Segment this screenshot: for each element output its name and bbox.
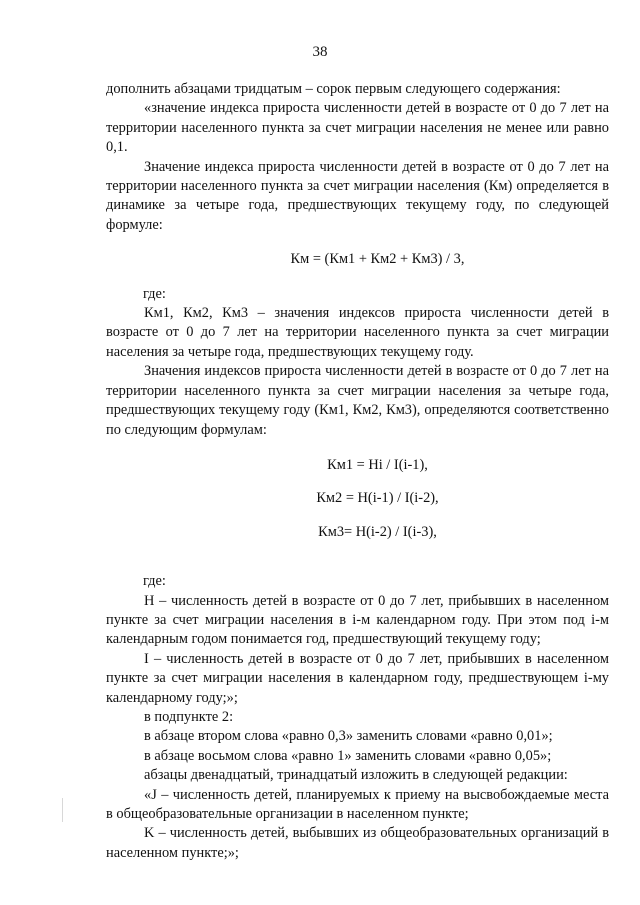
paragraph-eighth-abzac: в абзаце восьмом слова «равно 1» заменить словами «равно 0,05»; <box>144 747 552 764</box>
paragraph-j-definition: «J – численность детей, планируемых к приему на высвобождаемые места в общеобразовательные организации в населенном пункте; <box>106 786 609 822</box>
where-label-2: где: <box>143 573 166 590</box>
paragraph-index-value: «значение индекса прироста численности детей в возрасте от 0 до 7 лет на территории населенного пункта за счет миграции населения не менее или равно 0,1. <box>106 100 609 156</box>
paragraph-indices-formulas: Значения индексов прироста численности детей в возрасте от 0 до 7 лет на территории населенного пункта за счет миграции населения за четыре года, предшествующих текущему году (Км1, Км2, Км3), определяются соответственно по следующим формулам: <box>106 363 609 438</box>
paragraph-second-abzac: в абзаце втором слова «равно 0,3» заменить словами «равно 0,01»; <box>144 728 553 745</box>
paragraph-h-definition: H – численность детей в возрасте от 0 до 7 лет, прибывших в населенном пункте за счет миграции населения в i-м календарном году. При этом под i-м календарным годом понимается год, предшествующий текущему году; <box>106 592 609 648</box>
margin-mark <box>62 798 63 822</box>
document-body <box>106 80 609 863</box>
paragraph-index-definition: Значение индекса прироста численности детей в возрасте от 0 до 7 лет на территории населенного пункта за счет миграции населения (Км) определяется в динамике за четыре года, предшествующих текущему году, по следующей формуле: <box>106 158 609 233</box>
paragraph-k-definition: K – численность детей, выбывших из общеобразовательных организаций в населенном пункте;»; <box>106 825 609 861</box>
formula-main: Км = (Км1 + Км2 + Км3) / 3, <box>290 251 465 268</box>
formula-km3: Км3= H(i-2) / I(i-3), <box>318 523 437 540</box>
paragraph-intro: дополнить абзацами тридцатым – сорок первым следующего содержания: <box>106 81 561 97</box>
paragraph-indices-meaning: Км1, Км2, Км3 – значения индексов прироста численности детей в возрасте от 0 до 7 лет на территории населенного пункта за счет миграции населения за четыре года, предшествующих текущему году. <box>106 305 609 360</box>
paragraph-subpoint-2: в подпункте 2: <box>144 708 234 725</box>
page-number: 38 <box>312 44 328 60</box>
paragraph-twelfth-thirteenth: абзацы двенадцатый, тринадцатый изложить в следующей редакции: <box>144 767 568 784</box>
formula-km2: Км2 = H(i-1) / I(i-2), <box>316 490 439 507</box>
paragraph-i-definition: I – численность детей в возрасте от 0 до 7 лет, прибывших в населенном пункте за счет миграции населения в календарном году, предшествующем i-му календарному году;»; <box>106 650 609 706</box>
spacer <box>106 542 609 572</box>
formula-km1: Км1 = Hi / I(i-1), <box>327 456 428 473</box>
where-label: где: <box>143 285 166 302</box>
